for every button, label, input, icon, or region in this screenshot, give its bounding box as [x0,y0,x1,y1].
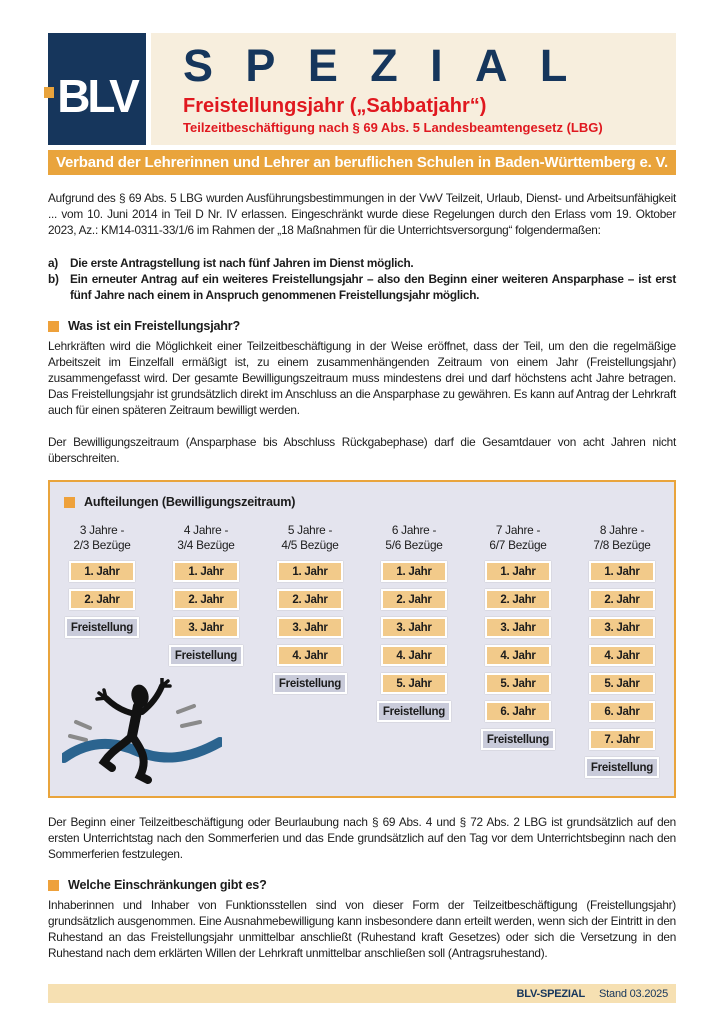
year-box: 2. Jahr [589,589,655,610]
list-item-marker: b) [48,272,59,286]
allocation-column [362,523,466,785]
intro-paragraph: Aufgrund des § 69 Abs. 5 LBG wurden Ausführungsbestimmungen in der VwV Teilzeit, Urlaub, Dienst- und Arbeitsunfähigkeit ... vom 10. Juni 2014 in Teil D Nr. IV erlassen. Eingeschränkt wurde diese Regelungen durch den Erlass vom 19. Oktober 2023, Az.: KM14-0311-33/1/6 im Rahmen der „18 Maßnahmen für die Unterrichtsversorgung“ folgendermaßen: [48,191,676,237]
freistellung-box: Freistellung [169,645,243,666]
year-box: 3. Jahr [485,617,551,638]
year-box: 5. Jahr [381,673,447,694]
body-paragraph: Der Beginn einer Teilzeitbeschäftigung oder Beurlaubung nach § 69 Abs. 4 und § 72 Abs. 2 LBG ist grundsätzlich auf den ersten Unterrichtstag nach den Sommerferien und das Ende grundsätzlich auf den Tag vor dem Unterrichtsbeginn nach den Sommerferien festzulegen. [48,815,676,861]
blv-logo [48,33,146,145]
document-subtitle: Teilzeitbeschäftigung nach § 69 Abs. 5 Landesbeamtengesetz (LBG) [183,120,603,135]
year-box: 5. Jahr [589,673,655,694]
allocation-column-header: 4 Jahre - 3/4 Bezüge [177,523,235,552]
allocation-diagram-box [48,480,676,798]
runner-figure-icon [97,678,170,780]
allocation-column-header: 6 Jahre - 5/6 Bezüge [385,523,443,552]
page-content [48,33,676,961]
year-box: 2. Jahr [173,589,239,610]
list-item [48,271,676,303]
freistellung-box: Freistellung [481,729,555,750]
footer-stand-label: Stand 03.2025 [599,987,668,1000]
list-item-text: Ein erneuter Antrag auf ein weiteres Freistellungsjahr – also den Beginn einer weiteren Ansparphase – ist erst fünf Jahre nach einem in Anspruch genommenen Freistellungsjahr möglich. [70,272,676,302]
year-box: 1. Jahr [173,561,239,582]
section-heading-einschraenkungen [48,878,676,892]
year-box: 1. Jahr [589,561,655,582]
list-item [48,255,676,271]
allocation-box-heading-text: Aufteilungen (Bewilligungszeitraum) [84,495,296,509]
freistellung-box: Freistellung [585,757,659,778]
orange-square-bullet-icon [48,321,59,332]
header-title-panel [151,33,676,145]
document-header [48,33,676,145]
section-body-paragraph: Inhaberinnen und Inhaber von Funktionsstellen sind von dieser Form der Teilzeitbeschäftigung (Freistellungsjahr) grundsätzlich ausgenommen. Eine Ausnahmebewilligung kann insbesondere dann erteilt werden, wenn sich der Eintritt in den Ruhestand an das Freistellungsjahr unmittelbar anschließt (Ruhestand kraft Gesetzes) oder sich die Versetzung in den Ruhestand nach dem erklärten Willen der Lehrkraft unmittelbar anschließen soll (Antragsruhestand). [48,898,676,960]
section-heading-text: Welche Einschränkungen gibt es? [68,878,267,892]
year-box: 4. Jahr [485,645,551,666]
year-box: 4. Jahr [381,645,447,666]
allocation-column-header: 7 Jahre - 6/7 Bezüge [489,523,547,552]
year-box: 1. Jahr [69,561,135,582]
year-box: 4. Jahr [589,645,655,666]
allocation-column [258,523,362,785]
year-box: 2. Jahr [485,589,551,610]
logo-text: BLV [57,70,137,122]
association-banner [48,150,676,175]
section-body-paragraph: Lehrkräften wird die Möglichkeit einer Teilzeitbeschäftigung in der Weise eröffnet, dass der Teil, um den die regelmäßige Arbeitszeit im Einzelfall ermäßigt ist, zu einem zusammenhängenden Zeitraum von einem Jahr (Freistellungsjahr) zusammengefasst wird. Der gesamte Bewilligungszeitraum muss mindestens drei und darf höchstens acht Jahre betragen. Das Freistellungsjahr ist grundsätzlich direkt im Anschluss an die Ansparphase zu gewähren. Es kann auf Antrag der Lehrkraft auch für einen späteren Zeitraum bewilligt werden. [48,339,676,417]
allocation-column-header: 3 Jahre - 2/3 Bezüge [73,523,131,552]
allocation-box-heading [64,495,674,509]
section-heading-freistellungsjahr [48,319,676,333]
section-heading-text: Was ist ein Freistellungsjahr? [68,319,240,333]
list-item-marker: a) [48,256,58,270]
allocation-column [466,523,570,785]
year-box: 1. Jahr [277,561,343,582]
footer-brand-label: BLV-SPEZIAL [516,987,586,1000]
year-box: 2. Jahr [381,589,447,610]
year-box: 5. Jahr [485,673,551,694]
intro-list [48,255,676,303]
section-body-paragraph: Der Bewilligungszeitraum (Ansparphase bis Abschluss Rückgabephase) darf die Gesamtdauer von acht Jahren nicht überschreiten. [48,435,676,465]
allocation-column [570,523,674,785]
orange-square-bullet-icon [64,497,75,508]
logo-orange-notch-icon [44,87,54,98]
brand-title: SPEZIAL [183,40,600,91]
celebrating-runner-illustration [62,678,222,790]
allocation-column-header: 8 Jahre - 7/8 Bezüge [593,523,651,552]
year-box: 3. Jahr [381,617,447,638]
year-box: 3. Jahr [277,617,343,638]
document-title: Freistellungsjahr („Sabbatjahr“) [183,95,487,117]
orange-square-bullet-icon [48,880,59,891]
year-box: 1. Jahr [485,561,551,582]
footer-band [48,984,676,1003]
year-box: 3. Jahr [589,617,655,638]
year-box: 4. Jahr [277,645,343,666]
year-box: 1. Jahr [381,561,447,582]
year-box: 2. Jahr [69,589,135,610]
allocation-column-header: 5 Jahre - 4/5 Bezüge [281,523,339,552]
year-box: 6. Jahr [589,701,655,722]
year-box: 6. Jahr [485,701,551,722]
association-banner-text: Verband der Lehrerinnen und Lehrer an beruflichen Schulen in Baden-Württemberg e. V. [56,154,668,171]
list-item-text: Die erste Antragstellung ist nach fünf Jahren im Dienst möglich. [70,256,414,270]
year-box: 3. Jahr [173,617,239,638]
year-box: 7. Jahr [589,729,655,750]
freistellung-box: Freistellung [65,617,139,638]
freistellung-box: Freistellung [273,673,347,694]
freistellung-box: Freistellung [377,701,451,722]
year-box: 2. Jahr [277,589,343,610]
